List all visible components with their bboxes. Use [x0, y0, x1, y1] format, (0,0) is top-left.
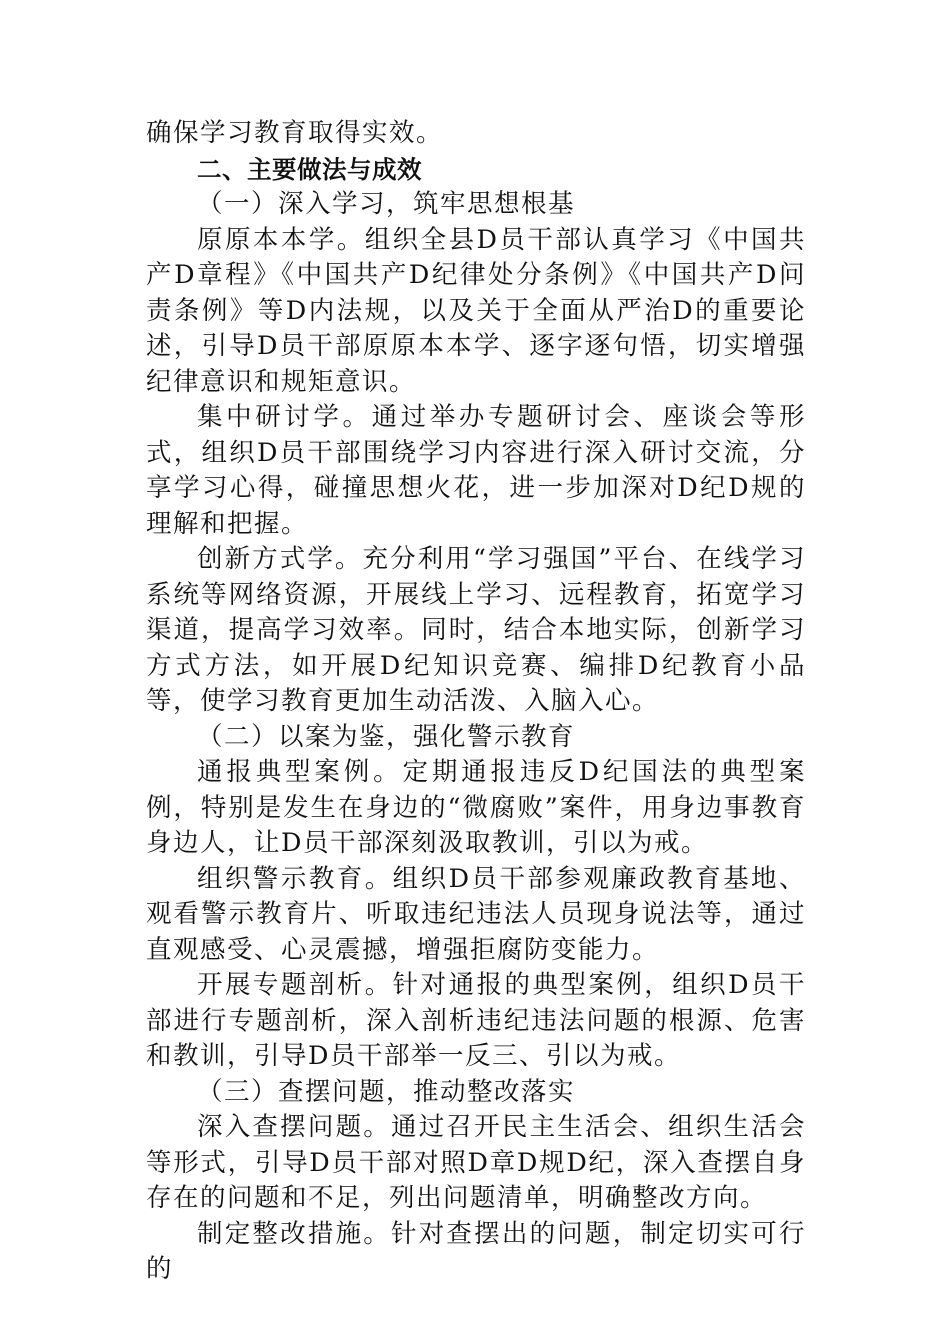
body-paragraph: 通报典型案例。定期通报违反D纪国法的典型案例，特别是发生在身边的“微腐败”案件，用身边事教育身边人，让D员干部深刻汲取教训，引以为戒。	[146, 757, 806, 858]
body-paragraph: 集中研讨学。通过举办专题研讨会、座谈会等形式，组织D员干部围绕学习内容进行深入研讨交流，分享学习心得，碰撞思想火花，进一步加深对D纪D规的理解和把握。	[146, 402, 806, 539]
subsection-heading-2: （二）以案为鉴，强化警示教育	[197, 721, 576, 752]
body-paragraph-truncated: 制定整改措施。针对查摆出的问题，制定切实可行的	[146, 1218, 806, 1284]
subsection-heading-1: （一）深入学习，筑牢思想根基	[197, 189, 576, 219]
body-paragraph-continued: 确保学习教育取得实效。	[146, 118, 444, 148]
subsection-heading-3: （三）查摆问题，推动整改落实	[197, 1076, 576, 1107]
body-paragraph: 组织警示教育。组织D员干部参观廉政教育基地、观看警示教育片、听取违纪违法人员现身说法等，通过直观感受、心灵震撼，增强拒腐防变能力。	[146, 863, 806, 965]
body-paragraph: 深入查摆问题。通过召开民主生活会、组织生活会等形式，引导D员干部对照D章D规D纪，深入查摆自身存在的问题和不足，列出问题清单，明确整改方向。	[146, 1112, 806, 1213]
body-paragraph: 开展专题剖析。针对通报的典型案例，组织D员干部进行专题剖析，深入剖析违纪违法问题的根源、危害和教训，引导D员干部举一反三、引以为戒。	[146, 970, 806, 1071]
section-heading: 二、主要做法与成效	[197, 154, 422, 184]
body-paragraph: 创新方式学。充分利用“学习强国”平台、在线学习系统等网络资源，开展线上学习、远程教育，拓宽学习渠道，提高学习效率。同时，结合本地实际，创新学习方式方法，如开展D纪知识竞赛、编排D纪教育小品等，使学习教育更加生动活泼、入脑入心。	[146, 544, 806, 716]
document-page	[146, 116, 806, 1288]
body-paragraph: 原原本本学。组织全县D员干部认真学习《中国共产D章程》《中国共产D纪律处分条例》《中国共产D问责条例》等D内法规，以及关于全面从严治D的重要论述，引导D员干部原原本本学、逐字逐句悟，切实增强纪律意识和规矩意识。	[146, 224, 806, 397]
